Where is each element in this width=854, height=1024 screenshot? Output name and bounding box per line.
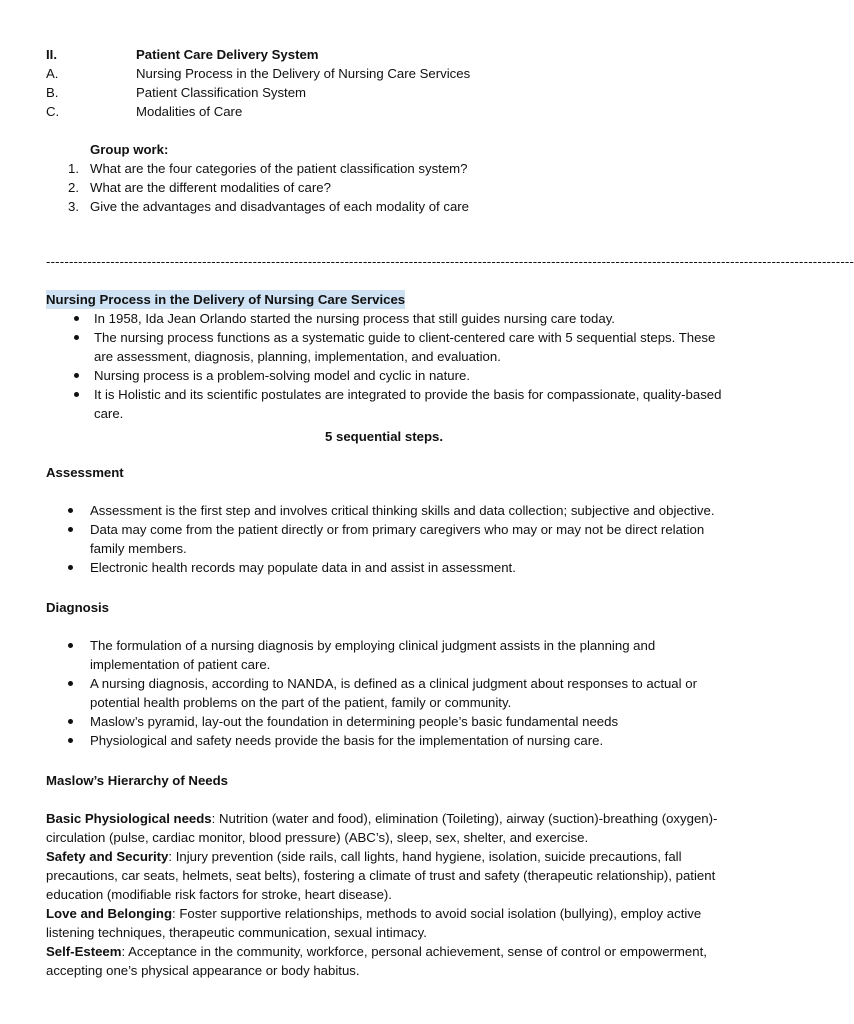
list-item-text: It is Holistic and its scientific postulates are integrated to provide the basis for compassionate, quality-based care. bbox=[94, 387, 722, 421]
need-term: Self-Esteem bbox=[46, 944, 122, 959]
bullet-icon bbox=[74, 373, 79, 378]
need-term: Safety and Security bbox=[46, 849, 169, 864]
bullet-icon bbox=[68, 508, 73, 513]
diagnosis-bullets bbox=[90, 636, 722, 750]
list-item-text: A nursing diagnosis, according to NANDA, is defined as a clinical judgment about responses to actual or potential health problems on the part of the patient, family or community. bbox=[90, 676, 697, 710]
bullet-icon bbox=[68, 565, 73, 570]
bullet-icon bbox=[74, 335, 79, 340]
bullet-icon bbox=[68, 719, 73, 724]
list-item bbox=[90, 520, 722, 558]
group-work-questions bbox=[68, 159, 469, 216]
list-item-text: Data may come from the patient directly or from primary caregivers who may or may not be direct relation family members. bbox=[90, 522, 705, 556]
outline-item bbox=[46, 102, 243, 121]
bullet-icon bbox=[68, 643, 73, 648]
list-item bbox=[94, 309, 724, 328]
list-item bbox=[94, 385, 724, 423]
diagnosis-title: Diagnosis bbox=[46, 600, 110, 615]
assessment-bullets bbox=[90, 501, 722, 577]
list-item bbox=[90, 731, 722, 750]
nursing-process-bullets bbox=[94, 309, 724, 423]
list-item-text: Nursing process is a problem-solving model and cyclic in nature. bbox=[94, 368, 471, 383]
group-work-question bbox=[68, 159, 469, 178]
need-description: : Injury prevention (side rails, call lights, hand hygiene, isolation, suicide precautions, fall precautions, car seats, helmets, seat belts), fostering a climate of trust and safety (therapeutic relationship), patient education (modifiable risk factors for stroke, heart disease). bbox=[46, 849, 716, 902]
outline-item-letter: C. bbox=[46, 104, 60, 119]
list-item bbox=[90, 712, 722, 731]
need-description: : Nutrition (water and food), elimination (Toileting), airway (suction)-breathing (oxygen)-circulation (pulse, cardiac monitor, blood pressure) (ABC’s), sleep, sex, shelter, and exercise. bbox=[46, 811, 718, 845]
bullet-icon bbox=[68, 681, 73, 686]
list-item bbox=[94, 366, 724, 385]
outline-item-letter: A. bbox=[46, 66, 59, 81]
list-item bbox=[90, 558, 722, 577]
question-number: 3. bbox=[68, 199, 79, 214]
steps-heading: 5 sequential steps. bbox=[325, 429, 443, 444]
outline-item-text: Patient Classification System bbox=[136, 85, 307, 100]
question-text: Give the advantages and disadvantages of each modality of care bbox=[90, 199, 470, 214]
need-description: : Acceptance in the community, workforce, personal achievement, sense of control or empowerment, accepting one’s physical appearance or body habitus. bbox=[46, 944, 707, 978]
group-work-question bbox=[68, 178, 469, 197]
list-item-text: Maslow’s pyramid, lay-out the foundation in determining people’s basic fundamental needs bbox=[90, 714, 619, 729]
maslow-title: Maslow’s Hierarchy of Needs bbox=[46, 773, 229, 788]
bullet-icon bbox=[74, 392, 79, 397]
outline-item-letter: B. bbox=[46, 85, 59, 100]
question-text: What are the four categories of the patient classification system? bbox=[90, 161, 468, 176]
list-item-text: Assessment is the first step and involves critical thinking skills and data collection; subjective and objective. bbox=[90, 503, 715, 518]
outline-heading-text: Patient Care Delivery System bbox=[136, 47, 319, 62]
outline-heading bbox=[46, 45, 319, 64]
bullet-icon bbox=[68, 527, 73, 532]
outline-item bbox=[46, 64, 471, 83]
need-term: Basic Physiological needs bbox=[46, 811, 212, 826]
group-work-title: Group work: bbox=[90, 142, 169, 157]
outline-item bbox=[46, 83, 307, 102]
nursing-process-title: Nursing Process in the Delivery of Nursing Care Services bbox=[46, 292, 406, 307]
need-description: : Foster supportive relationships, methods to avoid social isolation (bullying), employ active listening techniques, therapeutic communication, sexual intimacy. bbox=[46, 906, 702, 940]
list-item-text: Electronic health records may populate data in and assist in assessment. bbox=[90, 560, 516, 575]
question-number: 2. bbox=[68, 180, 79, 195]
outline-item-text: Nursing Process in the Delivery of Nursing Care Services bbox=[136, 66, 471, 81]
question-text: What are the different modalities of care? bbox=[90, 180, 331, 195]
need-term: Love and Belonging bbox=[46, 906, 173, 921]
outline-item-text: Modalities of Care bbox=[136, 104, 243, 119]
list-item-text: The nursing process functions as a systematic guide to client-centered care with 5 sequential steps. These are assessment, diagnosis, planning, implementation, and evaluation. bbox=[94, 330, 716, 364]
outline-heading-number: II. bbox=[46, 47, 57, 62]
maslow-need-esteem bbox=[46, 942, 722, 980]
maslow-need-physiological bbox=[46, 809, 722, 847]
list-item-text: The formulation of a nursing diagnosis by employing clinical judgment assists in the planning and implementation of patient care. bbox=[90, 638, 656, 672]
maslow-need-love bbox=[46, 904, 722, 942]
assessment-title: Assessment bbox=[46, 465, 124, 480]
question-number: 1. bbox=[68, 161, 79, 176]
list-item bbox=[90, 636, 722, 674]
maslow-need-safety bbox=[46, 847, 722, 904]
list-item-text: Physiological and safety needs provide the basis for the implementation of nursing care. bbox=[90, 733, 604, 748]
bullet-icon bbox=[68, 738, 73, 743]
list-item-text: In 1958, Ida Jean Orlando started the nursing process that still guides nursing care today. bbox=[94, 311, 615, 326]
bullet-icon bbox=[74, 316, 79, 321]
dashed-divider: -------------------------------------------------------------------------------------------------------------------------------------------------------------------------------- bbox=[46, 254, 854, 269]
list-item bbox=[90, 501, 722, 520]
list-item bbox=[90, 674, 722, 712]
list-item bbox=[94, 328, 724, 366]
group-work-question bbox=[68, 197, 469, 216]
